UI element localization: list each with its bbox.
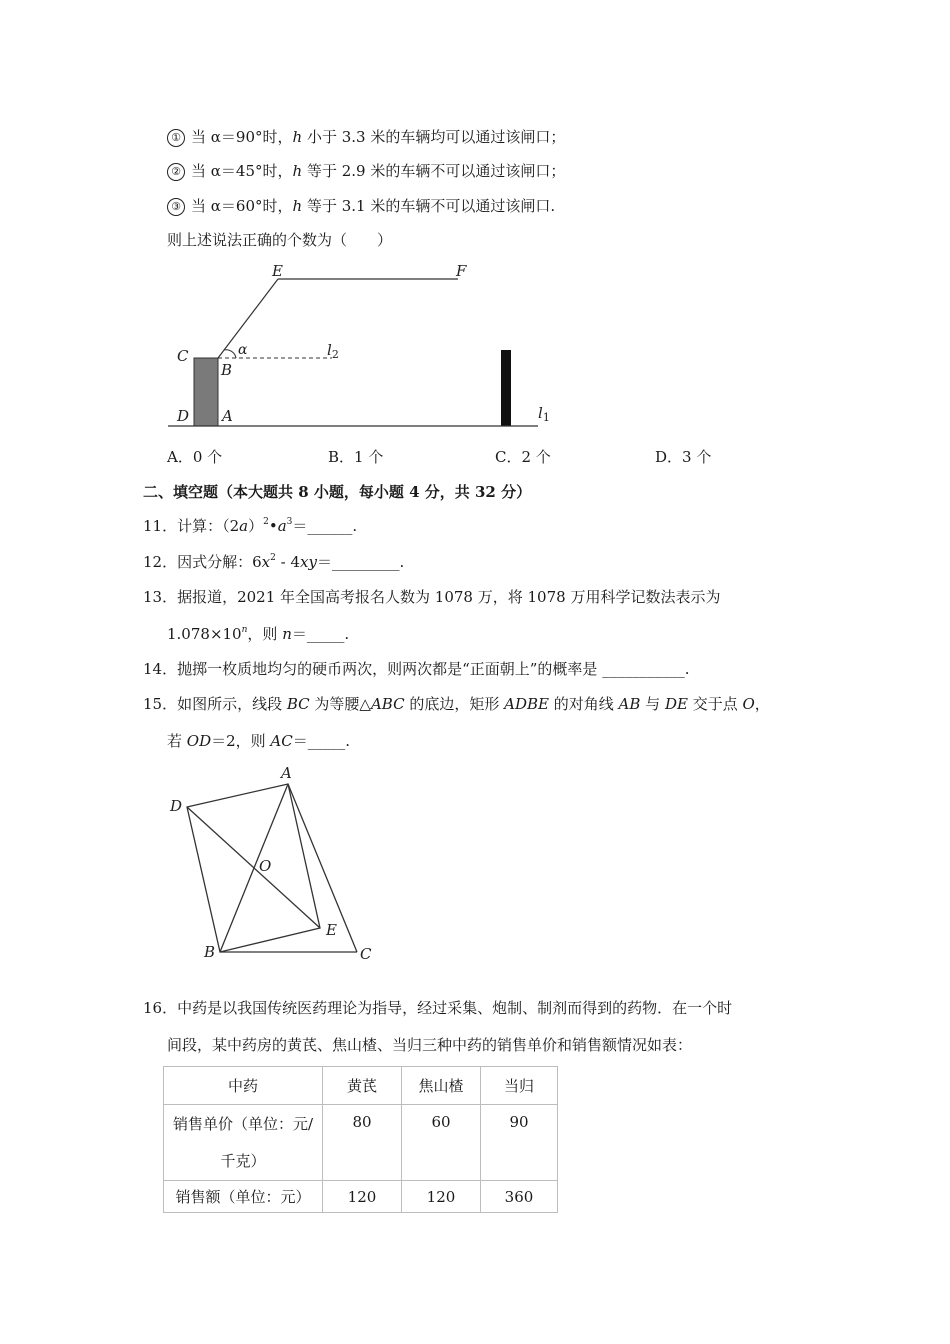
gate-post — [194, 358, 218, 426]
gate-diagram — [160, 258, 560, 438]
label-f: F — [456, 262, 467, 280]
question-14: 14．抛掷一枚质地均匀的硬币两次，则两次都是“正面朝上”的概率是 ___________. — [143, 660, 690, 678]
section-title: 二、填空题（本大题共 8 小题，每小题 4 分，共 32 分） — [143, 483, 532, 501]
label-c: C — [360, 945, 372, 963]
label-alpha: α — [238, 342, 248, 358]
sales-table — [163, 1066, 558, 1213]
question-13-line2: $1.078\times 10^n$，则 n＝_____. — [167, 625, 350, 643]
diagonal-de — [187, 807, 320, 928]
table-header-row — [164, 1067, 558, 1105]
circled-number: ② — [167, 163, 185, 181]
label-a: A — [281, 764, 292, 782]
label-l2: $l_2$ — [327, 341, 339, 361]
label-b: B — [221, 361, 233, 379]
table-header-cell: 中药 — [164, 1067, 323, 1105]
table-header-cell: 焦山楂 — [402, 1067, 481, 1105]
label-c: C — [177, 347, 189, 365]
line-be — [218, 279, 278, 358]
label-e: E — [326, 921, 337, 939]
table-cell: 60 — [402, 1105, 481, 1181]
question-12: 12．因式分解：$6x^2$ ‑ 4xy＝_________. — [143, 553, 405, 571]
table-row-label: 销售额（单位：元） — [164, 1181, 323, 1213]
circled-number: ① — [167, 129, 185, 147]
question-11: 11．计算：$(2a)^2•a^3=\_\_\_\_\_\_$. — [143, 517, 358, 535]
table-cell: 360 — [481, 1181, 558, 1213]
table-cell: 120 — [402, 1181, 481, 1213]
barrier-post — [501, 350, 511, 426]
option-c: C．2 个 — [495, 448, 551, 466]
question-13: 13．据报道，2021 年全国高考报名人数为 1078 万，将 1078 万用科学记数法表示为 — [143, 588, 721, 606]
table-row-label: 销售单价（单位：元/ 千克） — [164, 1105, 323, 1181]
alpha-arc — [224, 350, 236, 358]
label-a: A — [222, 407, 233, 425]
table-header-cell: 当归 — [481, 1067, 558, 1105]
table-cell: 120 — [323, 1181, 402, 1213]
table-row — [164, 1105, 558, 1181]
option-a: A．0 个 — [167, 448, 223, 466]
circled-number: ③ — [167, 198, 185, 216]
rectangle-diagram — [160, 760, 390, 970]
statement-3: ③ 当 α＝60°时，h 等于 3.1 米的车辆不可以通过该闸口. — [167, 196, 555, 216]
table-cell: 90 — [481, 1105, 558, 1181]
label-l1: $l_1$ — [538, 404, 550, 424]
table-header-cell: 黄芪 — [323, 1067, 402, 1105]
table-row — [164, 1181, 558, 1213]
label-b: B — [204, 943, 216, 961]
table-cell: 80 — [323, 1105, 402, 1181]
question-16-line2: 间段，某中药房的黄芪、焦山楂、当归三种中药的销售单价和销售额情况如表： — [167, 1036, 693, 1054]
side-ac — [288, 784, 357, 952]
option-b: B．1 个 — [328, 448, 384, 466]
label-d: D — [177, 407, 190, 425]
label-d: D — [170, 797, 183, 815]
question-16: 16．中药是以我国传统医药理论为指导，经过采集、炮制、制剂而得到的药物．在一个时 — [143, 999, 733, 1017]
label-o: O — [259, 857, 272, 875]
option-d: D．3 个 — [655, 448, 712, 466]
question-prompt: 则上述说法正确的个数为（ ） — [167, 231, 393, 249]
statement-2: ② 当 α＝45°时，h 等于 2.9 米的车辆不可以通过该闸口； — [167, 161, 565, 181]
label-e: E — [272, 262, 283, 280]
statement-1: ① 当 α＝90°时，h 小于 3.3 米的车辆均可以通过该闸口； — [167, 127, 565, 147]
question-15-line2: 若 OD＝2，则 AC＝_____. — [167, 732, 351, 750]
question-15: 15．如图所示，线段 BC 为等腰△ABC 的底边，矩形 ADBE 的对角线 AB 与 DE 交于点 O， — [143, 695, 770, 713]
